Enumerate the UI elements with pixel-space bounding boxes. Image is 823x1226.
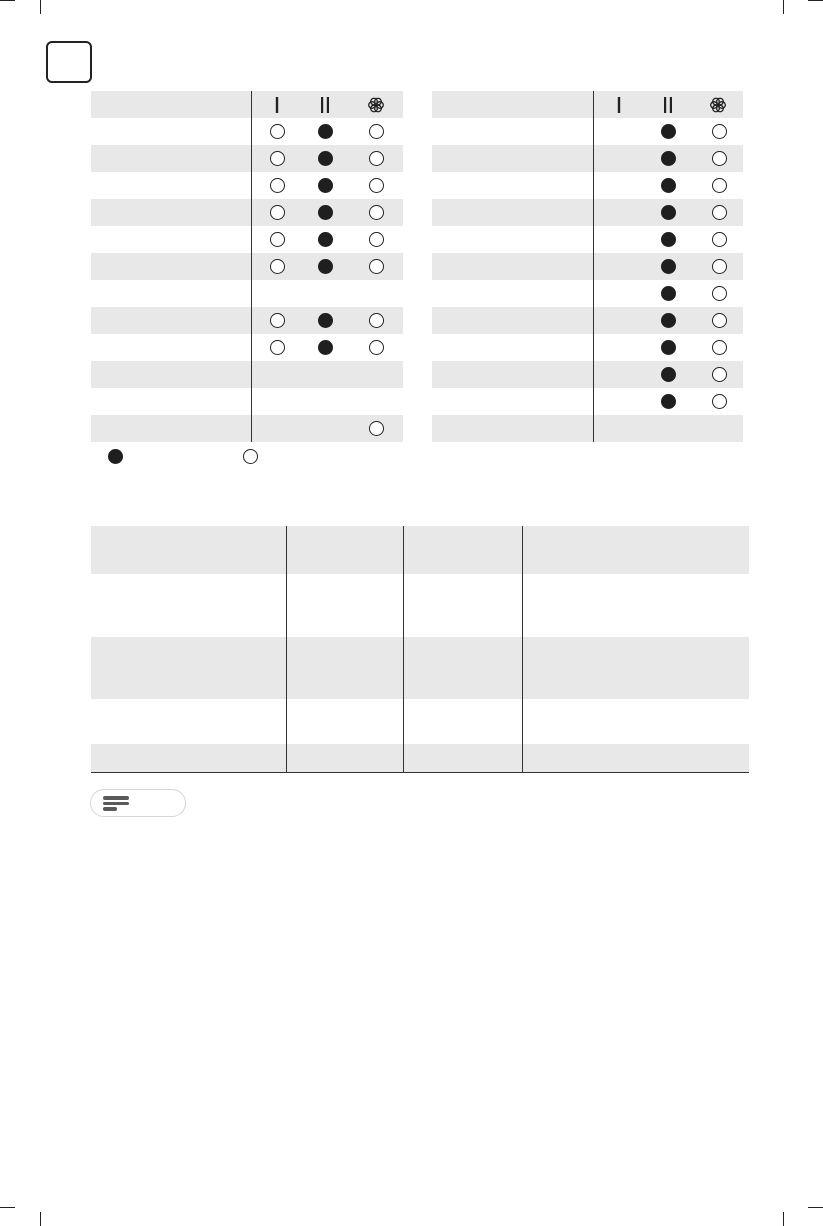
- dot-cell: [655, 172, 682, 199]
- filled-dot: [318, 124, 333, 139]
- empty-dot: [712, 259, 727, 274]
- dot-cell: [706, 334, 733, 361]
- empty-dot: [712, 313, 727, 328]
- dot-cell: [264, 145, 291, 172]
- filled-dot: [318, 178, 333, 193]
- dot-cell: [363, 172, 390, 199]
- empty-dot: [712, 394, 727, 409]
- dot-cell: [655, 388, 682, 415]
- filled-dot: [318, 259, 333, 274]
- dot-cell: [706, 199, 733, 226]
- filled-dot: [318, 313, 333, 328]
- crop-mark: [40, 1212, 41, 1226]
- crop-mark: [783, 1212, 784, 1226]
- right-table-row: [432, 226, 743, 253]
- dot-cell: [264, 226, 291, 253]
- crop-mark: [40, 0, 41, 14]
- filled-dot: [661, 394, 676, 409]
- empty-dot: [369, 151, 384, 166]
- mode-column-icon: [316, 96, 334, 119]
- dot-cell: [312, 199, 339, 226]
- dot-cell: [655, 280, 682, 307]
- right-table-row: [432, 388, 743, 415]
- right-table-row: [432, 199, 743, 226]
- dot-cell: [264, 199, 291, 226]
- filled-dot: [661, 232, 676, 247]
- dot-cell: [363, 118, 390, 145]
- spec-table-column-divider: [403, 526, 404, 772]
- filled-dot: [318, 151, 333, 166]
- right-table-row: [432, 145, 743, 172]
- crop-mark: [0, 1207, 15, 1208]
- dot-cell: [363, 334, 390, 361]
- filled-dot: [661, 340, 676, 355]
- page-badge: [46, 41, 92, 83]
- left-table-row: [91, 388, 403, 415]
- spec-table-row: [91, 744, 749, 772]
- mode-column-icon: [268, 96, 286, 119]
- dot-cell: [363, 307, 390, 334]
- empty-dot: [369, 259, 384, 274]
- right-table-column-divider: [593, 91, 594, 442]
- flower-icon: [367, 96, 385, 114]
- left-table-row: [91, 415, 403, 442]
- crop-mark: [808, 1207, 823, 1208]
- double-bar-icon: [659, 96, 677, 114]
- dot-cell: [655, 145, 682, 172]
- left-table-row: [91, 172, 403, 199]
- filled-dot: [661, 178, 676, 193]
- right-table-row: [432, 172, 743, 199]
- empty-dot: [270, 232, 285, 247]
- right-table-header-row: [432, 91, 743, 118]
- dot-cell: [312, 172, 339, 199]
- left-table-row: [91, 253, 403, 280]
- right-table-row: [432, 415, 743, 442]
- dot-cell: [655, 307, 682, 334]
- filled-dot: [318, 205, 333, 220]
- filled-dot: [318, 232, 333, 247]
- dot-cell: [264, 307, 291, 334]
- dot-cell: [363, 226, 390, 253]
- dot-cell: [655, 199, 682, 226]
- single-bar-icon: [610, 96, 628, 114]
- spec-table-bottom-rule: [91, 772, 749, 773]
- crop-mark: [0, 0, 15, 1]
- empty-dot: [369, 178, 384, 193]
- left-table-row: [91, 199, 403, 226]
- filled-dot: [661, 259, 676, 274]
- filled-dot: [661, 205, 676, 220]
- spec-table-column-divider: [286, 526, 287, 772]
- dot-cell: [264, 118, 291, 145]
- filled-dot: [661, 286, 676, 301]
- empty-dot: [712, 367, 727, 382]
- dot-cell: [655, 253, 682, 280]
- dot-cell: [655, 118, 682, 145]
- left-table-row: [91, 361, 403, 388]
- empty-dot: [712, 124, 727, 139]
- empty-dot: [712, 151, 727, 166]
- empty-dot: [270, 124, 285, 139]
- dot-cell: [264, 253, 291, 280]
- flower-icon: [709, 96, 727, 114]
- dot-cell: [706, 253, 733, 280]
- program-table-right: [432, 91, 743, 442]
- dot-cell: [706, 280, 733, 307]
- filled-dot: [661, 151, 676, 166]
- left-table-row: [91, 307, 403, 334]
- dot-cell: [706, 307, 733, 334]
- dot-cell: [312, 307, 339, 334]
- right-table-row: [432, 253, 743, 280]
- left-table-row: [91, 334, 403, 361]
- empty-dot: [369, 313, 384, 328]
- dot-cell: [264, 334, 291, 361]
- crop-mark: [808, 0, 823, 1]
- filled-dot: [318, 340, 333, 355]
- note-badge: [90, 789, 186, 817]
- right-table-row: [432, 280, 743, 307]
- left-table-row: [91, 280, 403, 307]
- filled-dot: [661, 367, 676, 382]
- dot-cell: [264, 172, 291, 199]
- empty-dot: [270, 259, 285, 274]
- left-table-header-row: [91, 91, 403, 118]
- empty-dot: [369, 205, 384, 220]
- filled-dot: [661, 313, 676, 328]
- empty-dot: [369, 124, 384, 139]
- mode-column-icon: [709, 96, 727, 119]
- filled-dot: [661, 124, 676, 139]
- left-table-row: [91, 226, 403, 253]
- dot-cell: [312, 118, 339, 145]
- dot-cell: [706, 226, 733, 253]
- dot-cell: [363, 415, 390, 442]
- dot-cell: [312, 334, 339, 361]
- mode-column-icon: [659, 96, 677, 119]
- program-table-left: [91, 91, 403, 442]
- spec-table-column-divider: [522, 526, 523, 772]
- empty-dot: [369, 421, 384, 436]
- dot-cell: [655, 226, 682, 253]
- dot-cell: [706, 145, 733, 172]
- spec-table-header-row: [91, 526, 749, 574]
- dot-cell: [706, 172, 733, 199]
- right-table-row: [432, 307, 743, 334]
- dot-cell: [363, 253, 390, 280]
- left-table-row: [91, 118, 403, 145]
- legend-filled-dot: [108, 449, 123, 464]
- empty-dot: [712, 205, 727, 220]
- dot-cell: [363, 145, 390, 172]
- left-table-column-divider: [251, 91, 252, 442]
- double-bar-icon: [316, 96, 334, 114]
- empty-dot: [270, 205, 285, 220]
- mode-column-icon: [610, 96, 628, 119]
- single-bar-icon: [268, 96, 286, 114]
- empty-dot: [369, 232, 384, 247]
- dot-cell: [312, 145, 339, 172]
- dot-cell: [363, 199, 390, 226]
- dot-cell: [655, 361, 682, 388]
- empty-dot: [712, 232, 727, 247]
- right-table-row: [432, 118, 743, 145]
- note-lines-icon: [103, 796, 133, 811]
- dot-cell: [706, 388, 733, 415]
- dot-cell: [312, 253, 339, 280]
- legend-empty-dot: [243, 449, 258, 464]
- empty-dot: [270, 313, 285, 328]
- empty-dot: [270, 151, 285, 166]
- spec-table-row: [91, 574, 749, 637]
- crop-mark: [783, 0, 784, 14]
- mode-column-icon: [367, 96, 385, 119]
- left-table-row: [91, 145, 403, 172]
- dot-cell: [706, 118, 733, 145]
- empty-dot: [369, 340, 384, 355]
- dot-cell: [312, 226, 339, 253]
- right-table-row: [432, 361, 743, 388]
- empty-dot: [712, 178, 727, 193]
- empty-dot: [712, 286, 727, 301]
- dot-cell: [655, 334, 682, 361]
- empty-dot: [712, 340, 727, 355]
- dot-cell: [706, 361, 733, 388]
- right-table-row: [432, 334, 743, 361]
- spec-table-row: [91, 637, 749, 699]
- empty-dot: [270, 178, 285, 193]
- spec-table-row: [91, 699, 749, 744]
- empty-dot: [270, 340, 285, 355]
